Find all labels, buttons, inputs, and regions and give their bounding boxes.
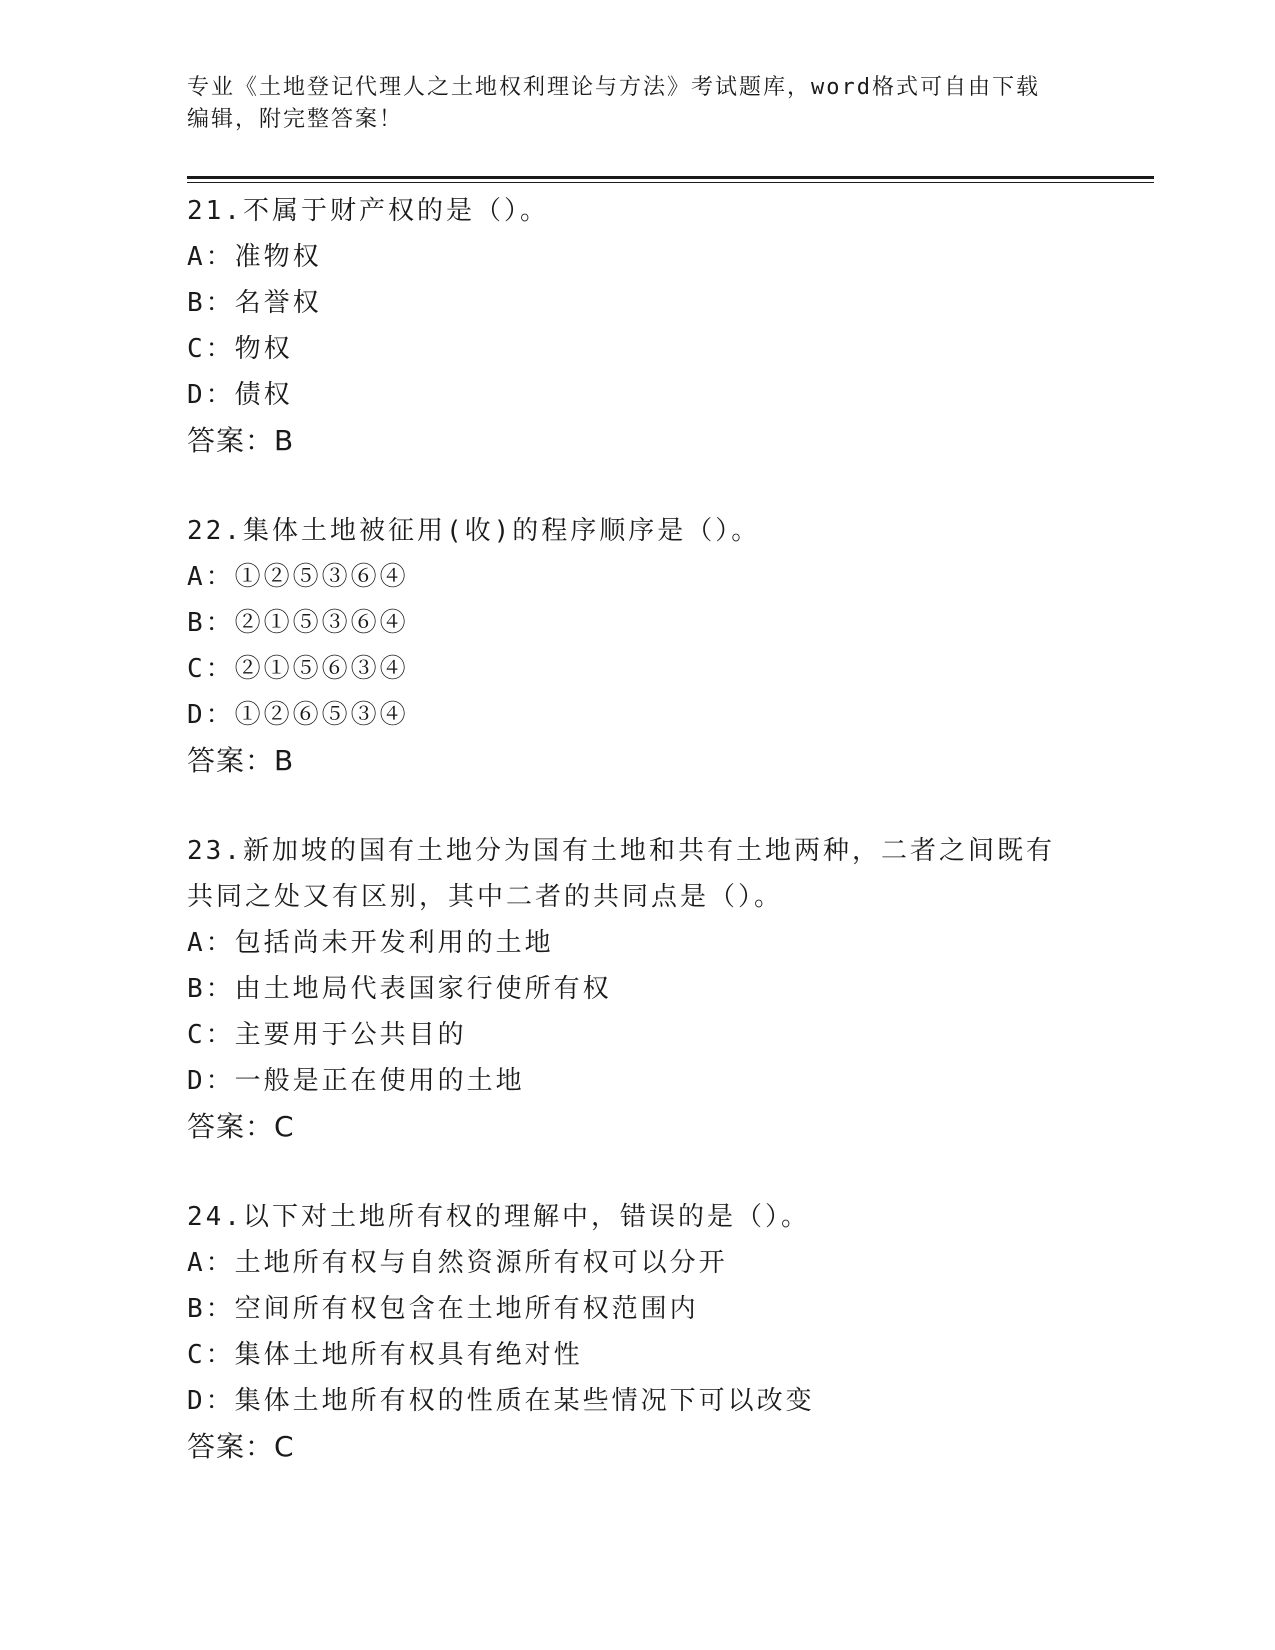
option-a: A：土地所有权与自然资源所有权可以分开 xyxy=(187,1248,728,1278)
option-a: A：准物权 xyxy=(187,242,322,272)
header-rule-thick xyxy=(187,176,1154,179)
option-d: D：集体土地所有权的性质在某些情况下可以改变 xyxy=(187,1386,815,1416)
answer-line: 答案：B xyxy=(187,744,295,777)
answer-line: 答案：C xyxy=(187,1110,295,1143)
header-rule-thin xyxy=(187,182,1154,183)
option-c: C：集体土地所有权具有绝对性 xyxy=(187,1340,583,1370)
document-header xyxy=(187,72,1087,136)
question-24 xyxy=(187,1194,1087,1470)
question-21 xyxy=(187,188,1087,464)
option-c: C：物权 xyxy=(187,334,293,364)
option-b: B：②①⑤③⑥④ xyxy=(187,608,409,638)
option-d: D：一般是正在使用的土地 xyxy=(187,1066,525,1096)
option-c: C：②①⑤⑥③④ xyxy=(187,654,409,684)
question-stem: 21.不属于财产权的是（）。 xyxy=(187,196,549,226)
answer-line: 答案：B xyxy=(187,424,295,457)
question-list xyxy=(187,188,1087,1514)
question-stem: 24.以下对土地所有权的理解中，错误的是（）。 xyxy=(187,1202,810,1232)
answer-line: 答案：C xyxy=(187,1430,295,1463)
question-23 xyxy=(187,828,1087,1150)
question-stem: 23.新加坡的国有土地分为国有土地和共有土地两种，二者之间既有共同之处又有区别，其中二者的共同点是（）。 xyxy=(187,836,1055,912)
question-stem: 22.集体土地被征用(收)的程序顺序是（）。 xyxy=(187,516,761,546)
option-d: D：债权 xyxy=(187,380,293,410)
option-b: B：名誉权 xyxy=(187,288,322,318)
option-a: A：①②⑤③⑥④ xyxy=(187,562,409,592)
option-d: D：①②⑥⑤③④ xyxy=(187,700,409,730)
header-line-2: 编辑，附完整答案！ xyxy=(187,107,404,132)
option-b: B：空间所有权包含在土地所有权范围内 xyxy=(187,1294,699,1324)
option-a: A：包括尚未开发利用的土地 xyxy=(187,928,554,958)
option-b: B：由土地局代表国家行使所有权 xyxy=(187,974,612,1004)
option-c: C：主要用于公共目的 xyxy=(187,1020,467,1050)
header-line-1: 专业《土地登记代理人之土地权利理论与方法》考试题库，word格式可自由下载 xyxy=(187,75,1040,100)
question-22 xyxy=(187,508,1087,784)
